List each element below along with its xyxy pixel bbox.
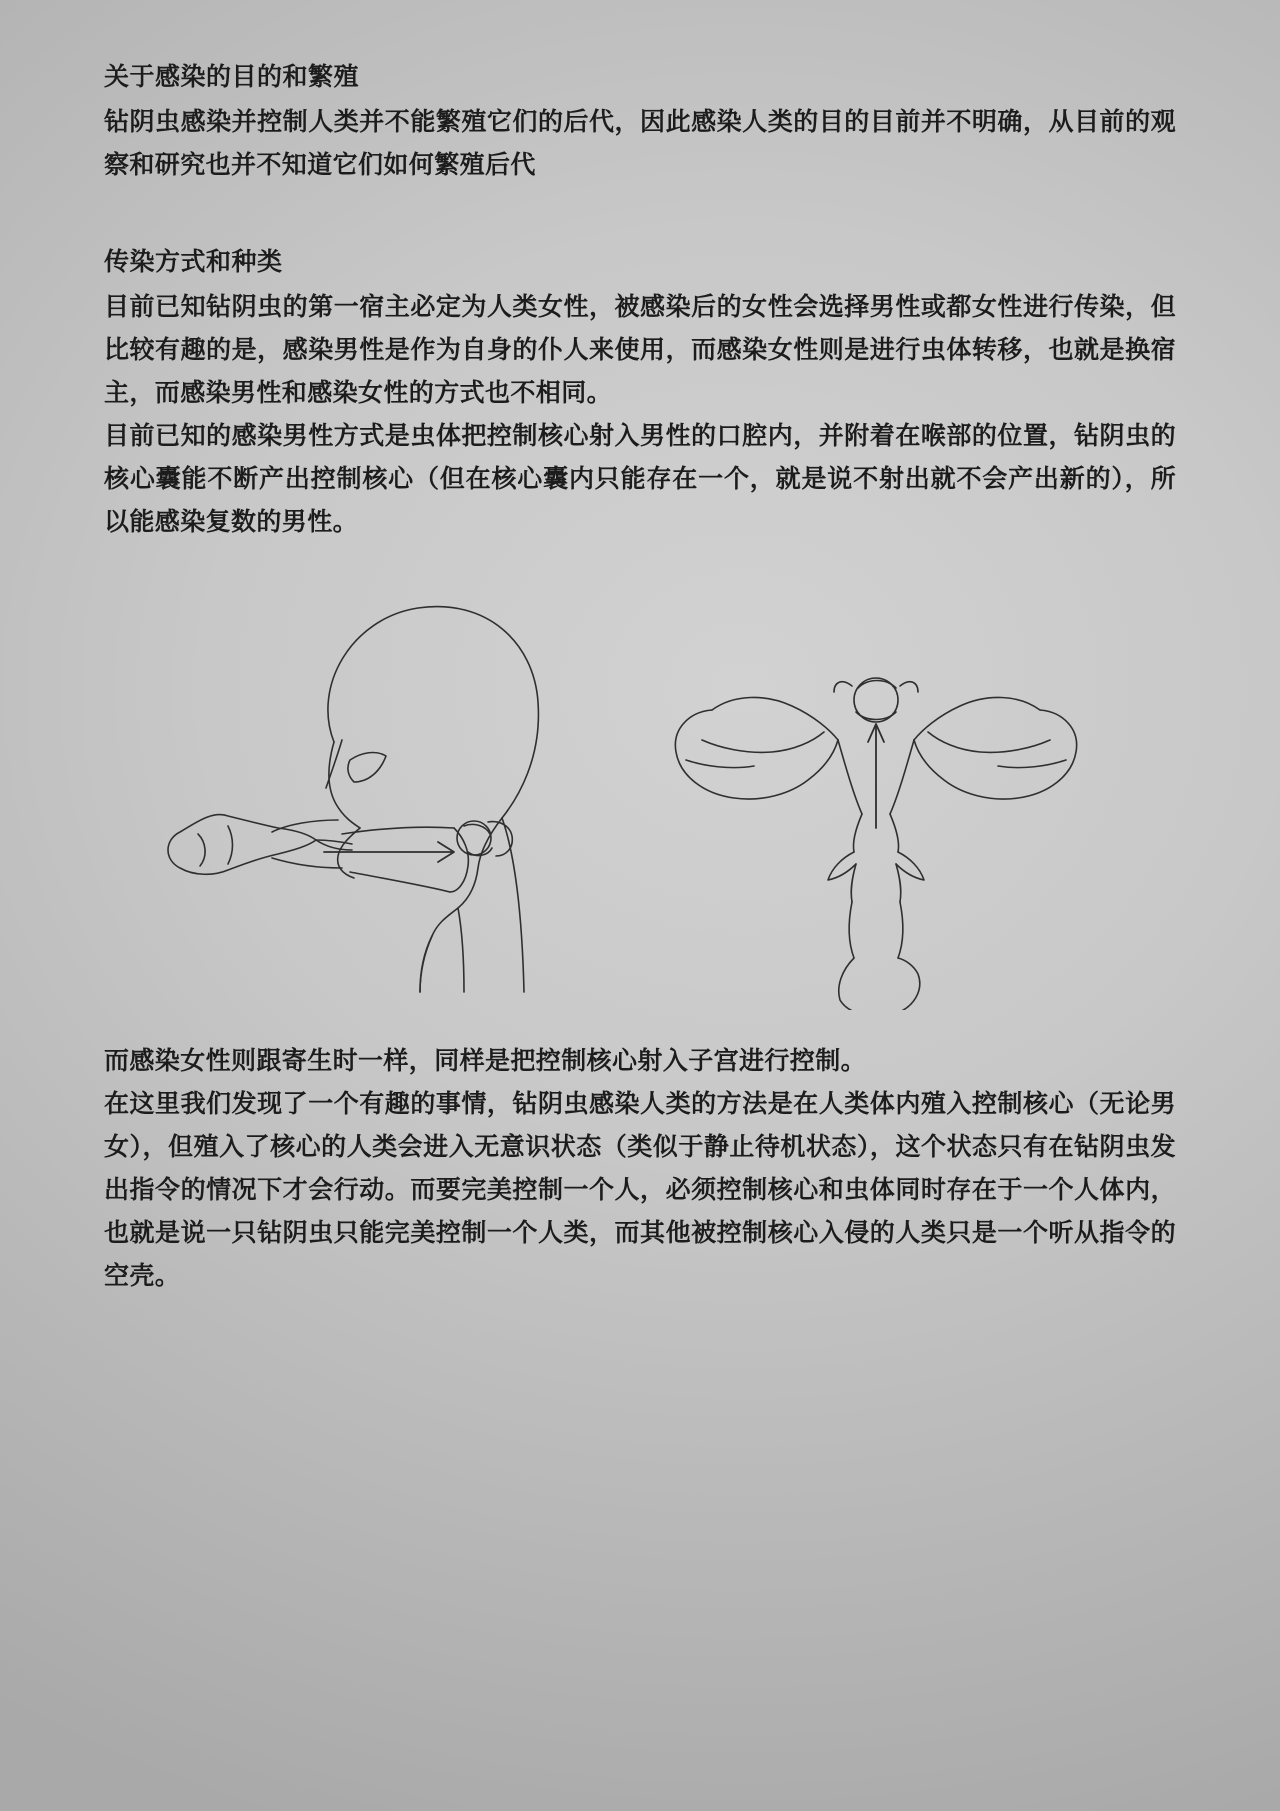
section-heading-purpose: 关于感染的目的和繁殖 <box>104 63 360 91</box>
paragraph-after-2: 在这里我们发现了一个有趣的事情，钻阴虫感染人类的方法是在人类体内殖入控制核心（无论男女），但殖入了核心的人类会进入无意识状态（类似于静止待机状态），这个状态只有在钻阴虫发出指令的情况下才会行动。而要完美控制一个人，必须控制核心和虫体同时存在于一个人体内，也就是说一只钻阴虫只能完美控制一个人类，而其他被控制核心入侵的人类只是一个听从指令的空壳。 <box>104 1090 1176 1290</box>
female-uterus-panel <box>675 678 1076 1010</box>
paragraph-transmission-1: 目前已知钻阴虫的第一宿主必定为人类女性，被感染后的女性会选择男性或都女性进行传染，但比较有趣的是，感染男性是作为自身的仆人来使用，而感染女性则是进行虫体转移，也就是换宿主，而感染男性和感染女性的方式也不相同。 <box>104 293 1176 407</box>
male-head-throat-panel <box>168 607 538 992</box>
section-purpose <box>104 56 1176 187</box>
paragraph-after-1: 而感染女性则跟寄生时一样，同样是把控制核心射入子宫进行控制。 <box>104 1047 867 1075</box>
section-heading-transmission: 传染方式和种类 <box>104 248 283 276</box>
paragraph-purpose-1: 钻阴虫感染并控制人类并不能繁殖它们的后代，因此感染人类的目的目前并不明确，从目前的观察和研究也并不知道它们如何繁殖后代 <box>104 108 1176 179</box>
infection-diagram <box>102 590 1174 1010</box>
section-spacer <box>104 187 1176 241</box>
paragraph-transmission-2: 目前已知的感染男性方式是虫体把控制核心射入男性的口腔内，并附着在喉部的位置，钻阴虫的核心囊能不断产出控制核心（但在核心囊内只能存在一个，就是说不射出就不会产出新的），所以能感染复数的男性。 <box>104 422 1176 536</box>
page-bottom-padding <box>104 1298 1176 1338</box>
section-after-figure <box>104 1040 1176 1298</box>
section-transmission <box>104 241 1176 544</box>
